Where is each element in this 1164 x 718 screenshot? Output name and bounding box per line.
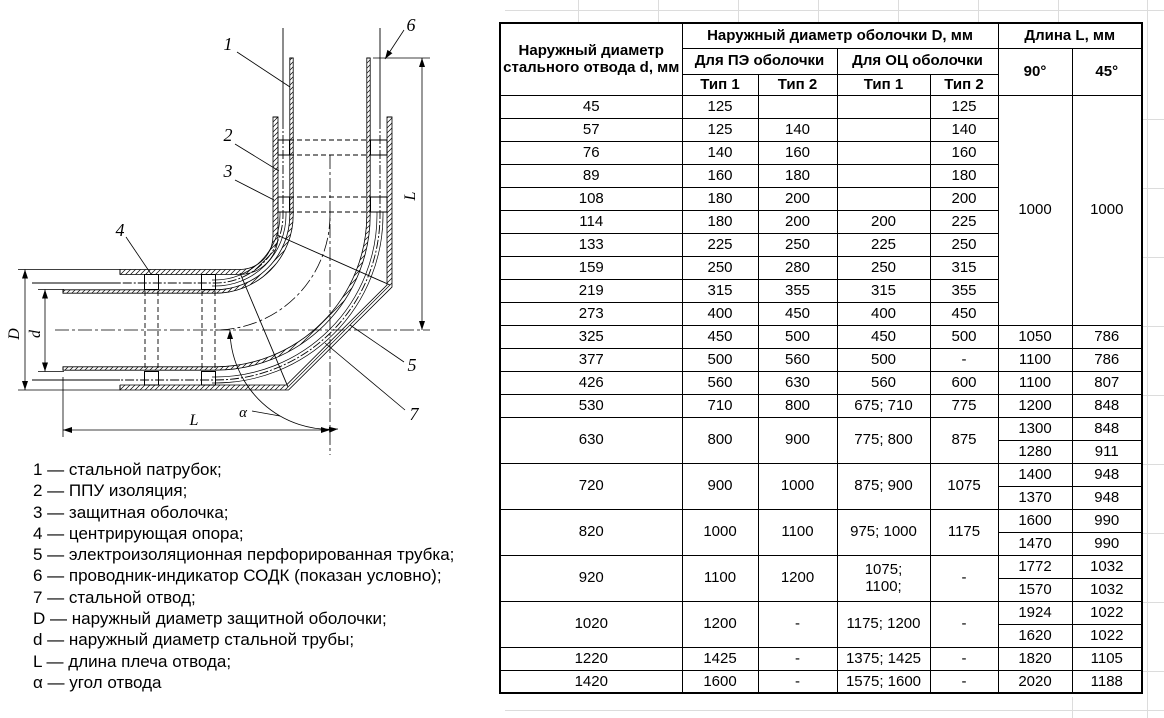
table-cell: 200: [758, 210, 837, 233]
table-cell: 225: [837, 233, 930, 256]
table-cell: 450: [930, 302, 998, 325]
legend-item: 1 — стальной патрубок;: [33, 460, 222, 479]
dim-label-L-bottom: L: [189, 412, 199, 429]
table-cell: 1820: [998, 647, 1072, 670]
table-cell: 1020: [500, 601, 682, 647]
table-row: [500, 371, 1142, 394]
table-cell: 160: [682, 164, 758, 187]
table-cell: 225: [930, 210, 998, 233]
table-row: [500, 601, 1142, 624]
dimensions-table: [499, 22, 1143, 694]
callout-3: 3: [223, 161, 233, 181]
table-cell: 45: [500, 95, 682, 118]
table-cell: 450: [682, 325, 758, 348]
table-cell: 560: [837, 371, 930, 394]
table-cell: 975; 1000: [837, 509, 930, 555]
table-cell: [837, 118, 930, 141]
insulating-tube: [212, 212, 383, 383]
table-cell: 315: [682, 279, 758, 302]
table-cell: 160: [930, 141, 998, 164]
table-cell: 1032: [1072, 578, 1142, 601]
table-cell: -: [930, 670, 998, 693]
header-pe-casing: Для ПЭ оболочки: [682, 48, 837, 74]
table-cell: 250: [837, 256, 930, 279]
table-cell: 1370: [998, 486, 1072, 509]
table-cell: 1000: [998, 95, 1072, 325]
header-casing-diameter-group: Наружный диаметр оболочки D, мм: [682, 23, 998, 48]
callout-4: 4: [115, 220, 125, 240]
table-cell: 315: [930, 256, 998, 279]
table-row: [500, 509, 1142, 532]
table-cell: 1075; 1100;: [837, 555, 930, 601]
table-cell: 675; 710: [837, 394, 930, 417]
elbow-drawing: [0, 0, 500, 460]
table-cell: -: [930, 601, 998, 647]
callout-6: 6: [406, 15, 416, 35]
table-row: [500, 417, 1142, 440]
table-cell: 820: [500, 509, 682, 555]
table-cell: 250: [758, 233, 837, 256]
legend-item: α — угол отвода: [33, 672, 162, 692]
table-cell: [837, 141, 930, 164]
table-cell: 140: [930, 118, 998, 141]
table-cell: -: [930, 555, 998, 601]
table-cell: 1280: [998, 440, 1072, 463]
table-cell: 450: [758, 302, 837, 325]
table-cell: 1425: [682, 647, 758, 670]
dim-label-D: D: [6, 328, 23, 340]
callout-7: 7: [409, 404, 419, 424]
table-row: [500, 670, 1142, 693]
table-cell: 875: [930, 417, 998, 463]
table-cell: 180: [682, 210, 758, 233]
table-cell: 125: [930, 95, 998, 118]
legend-item: 2 — ППУ изоляция;: [33, 481, 188, 501]
legend-item: D — наружный диаметр защитной оболочки;: [33, 609, 387, 629]
table-cell: 1050: [998, 325, 1072, 348]
table-cell: 800: [682, 417, 758, 463]
table-cell: 200: [758, 187, 837, 210]
sodk-conductors: [32, 28, 380, 380]
table-cell: 1220: [500, 647, 682, 670]
table-cell: 1772: [998, 555, 1072, 578]
table-cell: 1022: [1072, 601, 1142, 624]
table-cell: 786: [1072, 348, 1142, 371]
table-cell: 1200: [758, 555, 837, 601]
table-cell: 1620: [998, 624, 1072, 647]
table-cell: 89: [500, 164, 682, 187]
table-cell: 426: [500, 371, 682, 394]
table-cell: 775: [930, 394, 998, 417]
table-cell: 1188: [1072, 670, 1142, 693]
table-cell: 1575; 1600: [837, 670, 930, 693]
table-cell: 530: [500, 394, 682, 417]
table-cell: 1105: [1072, 647, 1142, 670]
casing-shell: [120, 117, 390, 388]
header-length-group: Длина L, мм: [998, 23, 1142, 48]
table-cell: 325: [500, 325, 682, 348]
table-cell: 280: [758, 256, 837, 279]
table-cell: [837, 95, 930, 118]
dim-label-L-right: L: [402, 191, 419, 201]
table-cell: 800: [758, 394, 837, 417]
table-cell: [837, 164, 930, 187]
table-cell: 1100: [998, 348, 1072, 371]
legend-list: [33, 459, 454, 693]
table-cell: 600: [930, 371, 998, 394]
table-cell: 140: [758, 118, 837, 141]
table-cell: 1175; 1200: [837, 601, 930, 647]
table-cell: 114: [500, 210, 682, 233]
table-cell: 355: [758, 279, 837, 302]
table-cell: 1100: [682, 555, 758, 601]
table-cell: 875; 900: [837, 463, 930, 509]
table-cell: 1470: [998, 532, 1072, 555]
table-cell: 273: [500, 302, 682, 325]
table-cell: 125: [682, 95, 758, 118]
callout-2: 2: [223, 125, 233, 145]
table-cell: 315: [837, 279, 930, 302]
table-cell: 807: [1072, 371, 1142, 394]
table-row: [500, 463, 1142, 486]
table-cell: 2020: [998, 670, 1072, 693]
table-cell: 560: [682, 371, 758, 394]
legend-item: d — наружный диаметр стальной трубы;: [33, 630, 355, 650]
table-cell: 1400: [998, 463, 1072, 486]
table-row: [500, 394, 1142, 417]
table-cell: 1032: [1072, 555, 1142, 578]
table-row: [500, 325, 1142, 348]
table-cell: 219: [500, 279, 682, 302]
table-cell: -: [758, 670, 837, 693]
table-cell: 1175: [930, 509, 998, 555]
table-cell: 848: [1072, 394, 1142, 417]
table-cell: 1924: [998, 601, 1072, 624]
table-row: [500, 95, 1142, 118]
callout-5: 5: [407, 355, 417, 375]
table-cell: -: [758, 601, 837, 647]
table-cell: 133: [500, 233, 682, 256]
table-cell: 400: [682, 302, 758, 325]
table-cell: -: [758, 647, 837, 670]
table-cell: 630: [758, 371, 837, 394]
header-pe-type1: Тип 1: [682, 74, 758, 95]
table-cell: 1000: [1072, 95, 1142, 325]
header-outer-diameter-d: Наружный диаметр стального отвода d, мм: [500, 23, 682, 95]
legend-item: 6 — проводник-индикатор СОДК (показан условно);: [33, 566, 442, 586]
table-cell: 560: [758, 348, 837, 371]
table-cell: 125: [682, 118, 758, 141]
table-cell: 450: [837, 325, 930, 348]
table-cell: 500: [837, 348, 930, 371]
table-cell: 1200: [682, 601, 758, 647]
table-cell: 160: [758, 141, 837, 164]
table-cell: 180: [930, 164, 998, 187]
header-angle-90: 90°: [998, 48, 1072, 95]
table-cell: 1570: [998, 578, 1072, 601]
table-cell: 1300: [998, 417, 1072, 440]
table-cell: 1600: [682, 670, 758, 693]
table-cell: 1022: [1072, 624, 1142, 647]
table-cell: 948: [1072, 463, 1142, 486]
table-cell: 948: [1072, 486, 1142, 509]
table-cell: 1200: [998, 394, 1072, 417]
legend-item: 5 — электроизоляционная перфорированная трубка;: [33, 545, 455, 565]
table-cell: 1000: [758, 463, 837, 509]
header-pe-type2: Тип 2: [758, 74, 837, 95]
table-cell: 990: [1072, 509, 1142, 532]
table-cell: 180: [758, 164, 837, 187]
table-cell: 76: [500, 141, 682, 164]
header-angle-45: 45°: [1072, 48, 1142, 95]
legend-item: 4 — центрирующая опора;: [33, 523, 244, 543]
table-cell: 500: [682, 348, 758, 371]
table-cell: 108: [500, 187, 682, 210]
table-cell: [758, 95, 837, 118]
table-cell: 200: [837, 210, 930, 233]
table-cell: 1000: [682, 509, 758, 555]
table-cell: -: [930, 348, 998, 371]
dim-label-alpha: α: [239, 405, 247, 421]
table-cell: 630: [500, 417, 682, 463]
table-cell: 500: [930, 325, 998, 348]
table-cell: 848: [1072, 417, 1142, 440]
table-row: [500, 647, 1142, 670]
header-oc-type2: Тип 2: [930, 74, 998, 95]
table-cell: 225: [682, 233, 758, 256]
legend-item: 3 — защитная оболочка;: [33, 502, 229, 522]
table-cell: 710: [682, 394, 758, 417]
table-cell: 920: [500, 555, 682, 601]
table-cell: 900: [758, 417, 837, 463]
table-cell: 400: [837, 302, 930, 325]
steel-pipe: [63, 58, 369, 369]
dimensions-table-wrap: [499, 22, 1143, 694]
table-cell: 990: [1072, 532, 1142, 555]
table-cell: 355: [930, 279, 998, 302]
table-cell: -: [930, 647, 998, 670]
table-cell: 900: [682, 463, 758, 509]
table-cell: 377: [500, 348, 682, 371]
table-cell: 1600: [998, 509, 1072, 532]
callout-1: 1: [223, 34, 233, 54]
table-row: [500, 555, 1142, 578]
table-cell: [837, 187, 930, 210]
table-cell: 1100: [758, 509, 837, 555]
table-cell: 911: [1072, 440, 1142, 463]
legend-item: L — длина плеча отвода;: [33, 651, 232, 671]
table-cell: 250: [930, 233, 998, 256]
table-cell: 500: [758, 325, 837, 348]
header-oc-casing: Для ОЦ оболочки: [837, 48, 998, 74]
table-cell: 1375; 1425: [837, 647, 930, 670]
header-oc-type1: Тип 1: [837, 74, 930, 95]
table-cell: 1420: [500, 670, 682, 693]
table-cell: 775; 800: [837, 417, 930, 463]
table-cell: 1100: [998, 371, 1072, 394]
table-cell: 720: [500, 463, 682, 509]
table-row: [500, 348, 1142, 371]
table-cell: 1075: [930, 463, 998, 509]
table-cell: 180: [682, 187, 758, 210]
table-cell: 250: [682, 256, 758, 279]
dim-label-d: d: [27, 330, 44, 338]
legend-item: 7 — стальной отвод;: [33, 587, 196, 607]
table-cell: 786: [1072, 325, 1142, 348]
callout-numbers: [116, 15, 420, 424]
table-cell: 57: [500, 118, 682, 141]
table-cell: 200: [930, 187, 998, 210]
end-caps: [63, 58, 392, 390]
table-cell: 140: [682, 141, 758, 164]
callout-leaders: [126, 30, 405, 410]
table-cell: 159: [500, 256, 682, 279]
